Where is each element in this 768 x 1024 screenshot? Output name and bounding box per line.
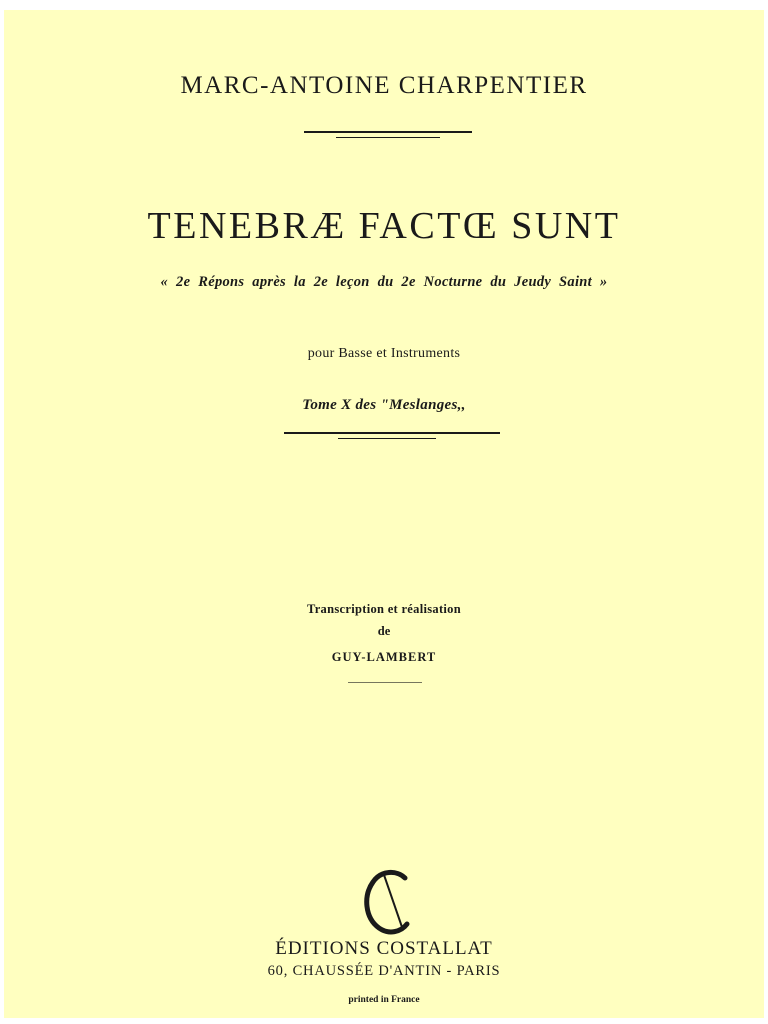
divider-small	[348, 682, 422, 683]
divider-top-main	[304, 131, 472, 133]
costallat-logo-icon	[361, 868, 411, 938]
print-location: printed in France	[348, 995, 420, 1005]
divider-top-sub	[336, 137, 440, 138]
score-cover-page	[4, 10, 764, 1018]
arranger-name: GUY-LAMBERT	[331, 650, 437, 664]
divider-middle-main	[284, 432, 500, 434]
credit-preposition: de	[377, 624, 391, 638]
volume-reference: Tome X des "Meslanges,,	[302, 397, 466, 413]
divider-middle-sub	[338, 438, 436, 439]
work-subtitle: « 2e Répons après la 2e leçon du 2e Nocturne du Jeudy Saint »	[160, 274, 608, 290]
instrumentation: pour Basse et Instruments	[307, 346, 461, 361]
publisher-address: 60, CHAUSSÉE D'ANTIN - PARIS	[267, 963, 501, 979]
publisher-name: ÉDITIONS COSTALLAT	[275, 938, 493, 959]
composer-name: MARC-ANTOINE CHARPENTIER	[180, 72, 588, 99]
work-title: TENEBRÆ FACTŒ SUNT	[147, 205, 621, 247]
transcription-credit: Transcription et réalisation	[307, 602, 461, 616]
